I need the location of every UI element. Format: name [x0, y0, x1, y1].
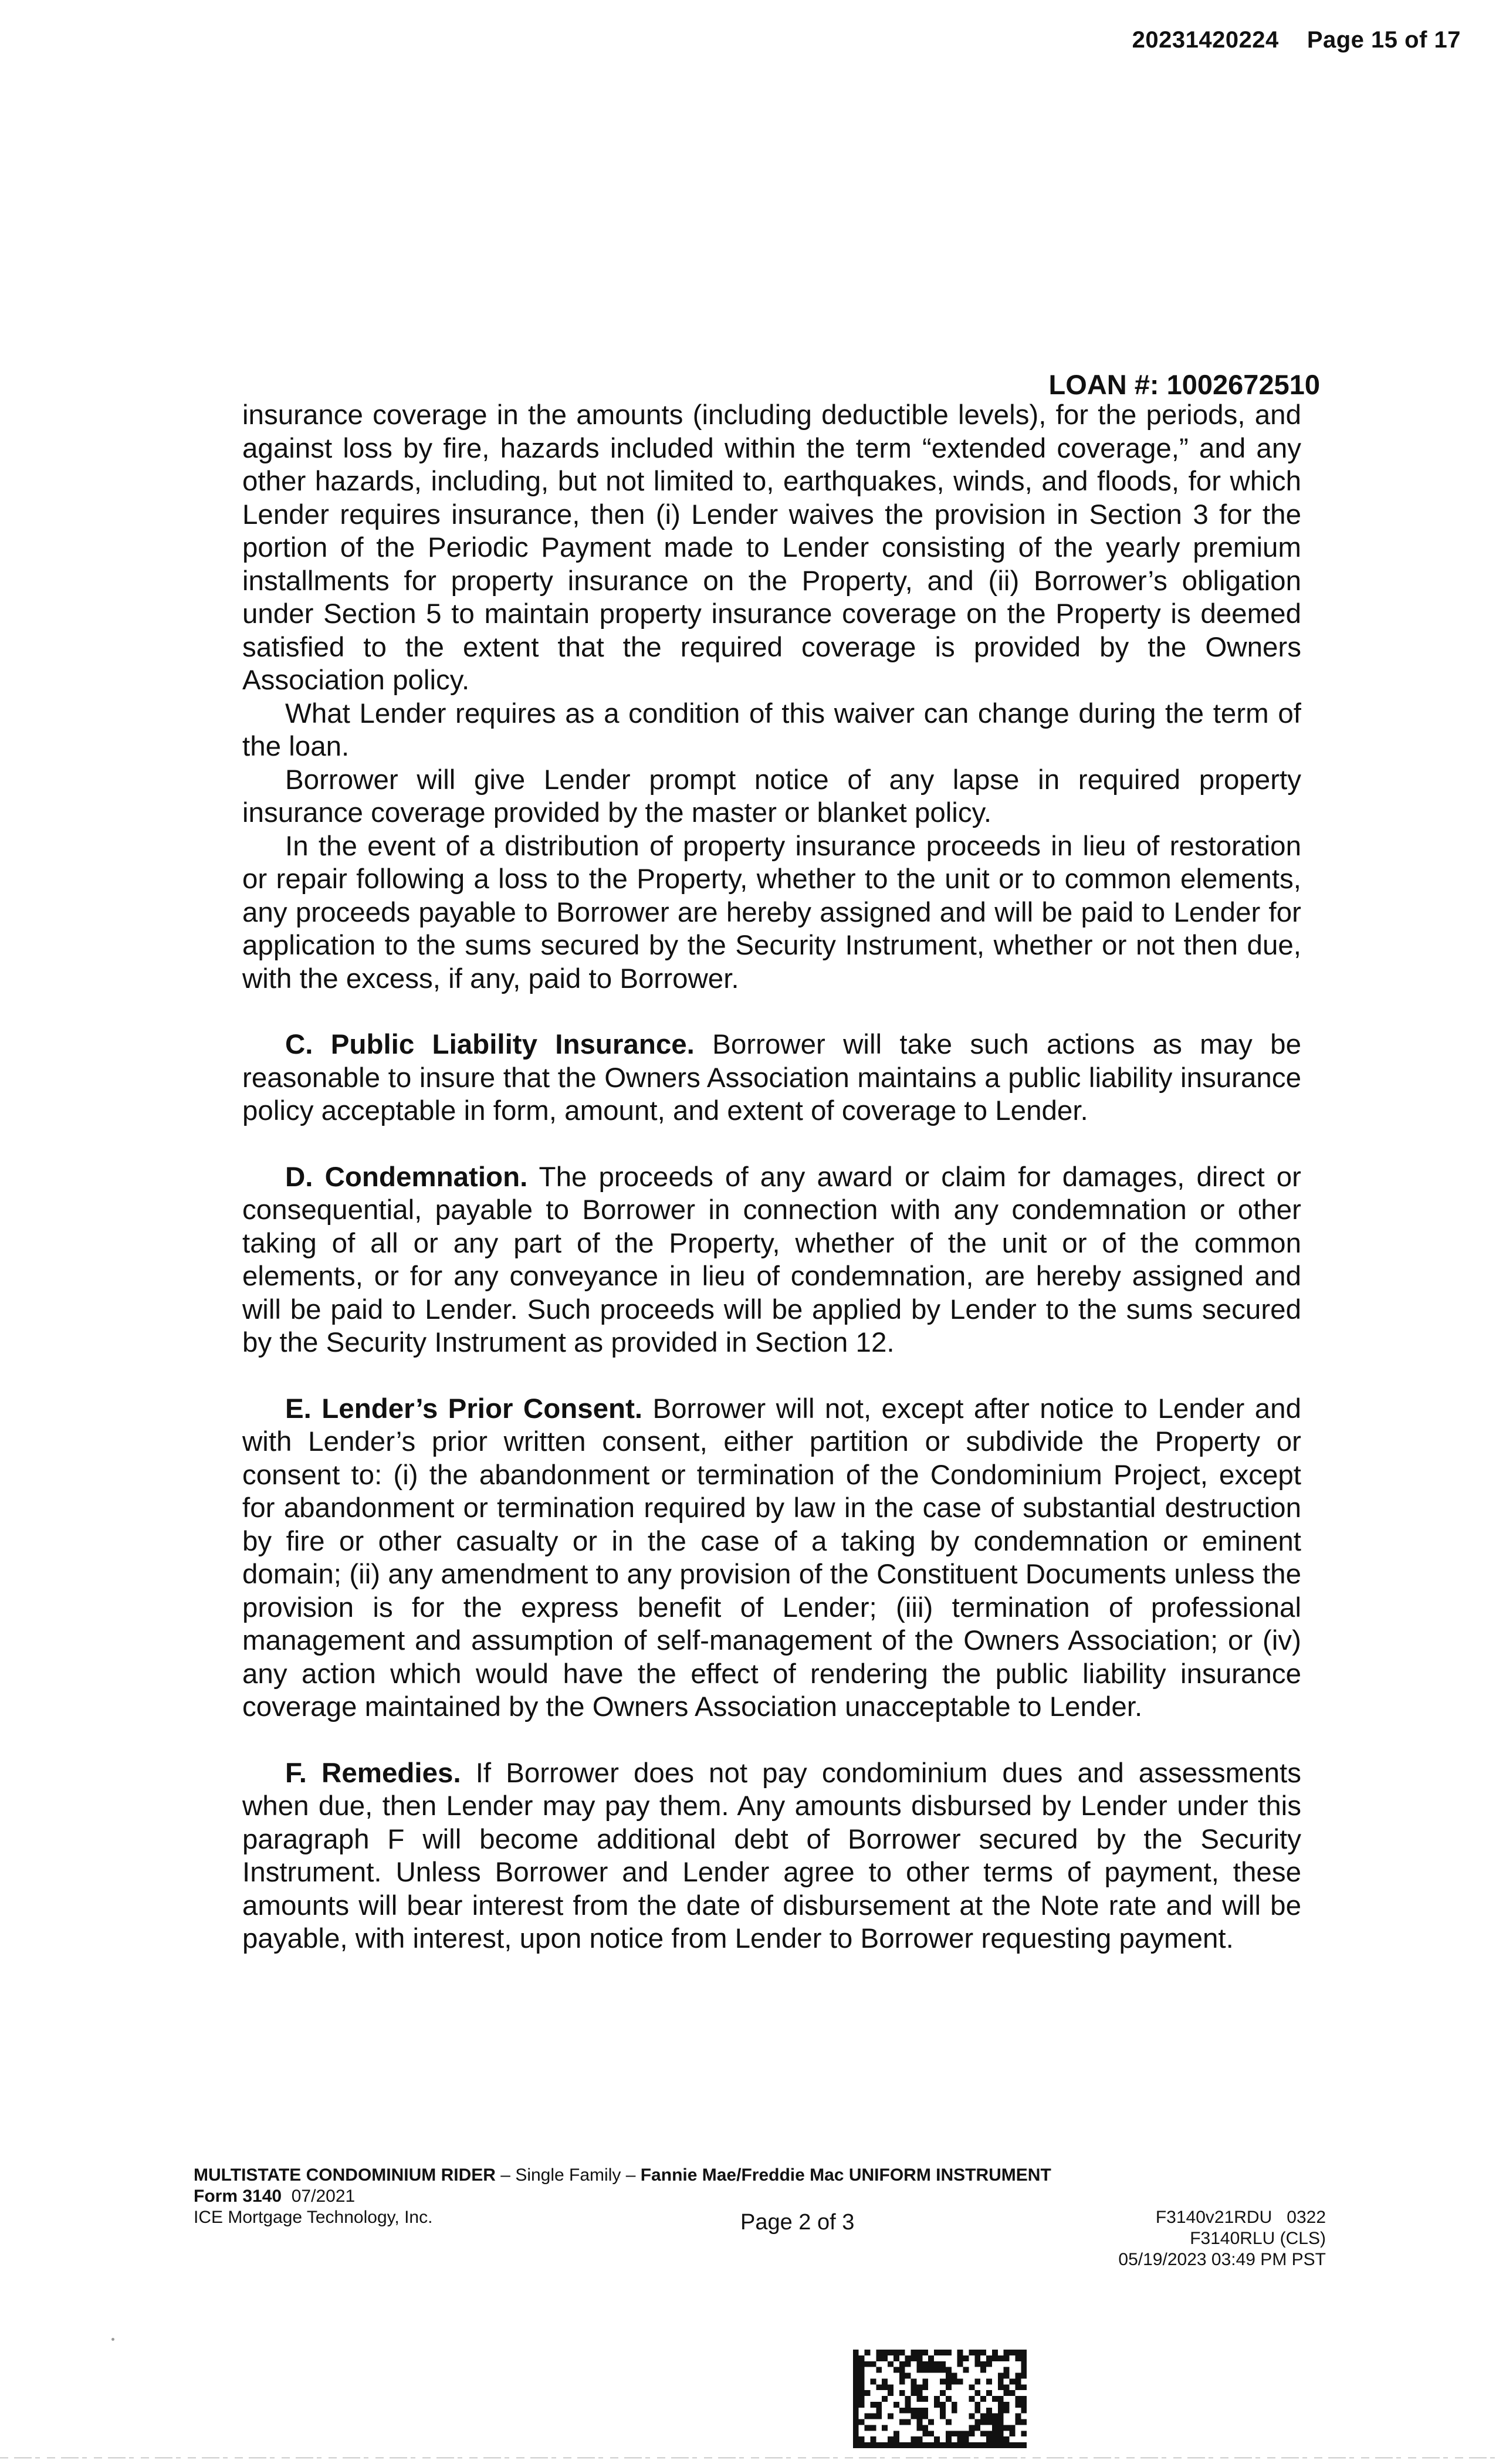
- section-text: Borrower will take such actions as may be reasonable to insure that the Owners Association maintains a public liability insurance policy acceptable in form, amount, and extent of coverage to Lender.: [242, 1029, 1301, 1126]
- form-footer: [194, 2165, 1326, 2269]
- loan-number: LOAN #: 1002672510: [1048, 369, 1320, 400]
- form-codes: [1118, 2207, 1326, 2270]
- footer-page-number: Page 2 of 3: [740, 2210, 855, 2235]
- company-name: ICE Mortgage Technology, Inc.: [194, 2208, 433, 2227]
- section-heading: C. Public Liability Insurance.: [285, 1029, 695, 1060]
- form-code-secondary: F3140RLU (CLS): [1190, 2229, 1326, 2248]
- section-e-prior-consent: [242, 1393, 1301, 1724]
- paragraph-lapse-notice: Borrower will give Lender prompt notice of any lapse in required property insurance coverage provided by the master or blanket policy.: [242, 764, 1301, 828]
- barcode-2d: [852, 2350, 1028, 2448]
- section-heading: D. Condemnation.: [285, 1161, 528, 1193]
- scan-speck: [111, 2338, 114, 2341]
- section-text: The proceeds of any award or claim for damages, direct or consequential, payable to Borrower in connection with any condemnation or other taking of all or any part of the Property, whether of the unit or of the common elements, or for any conveyance in lieu of condemnation, are hereby assigned and will be paid to Lender. Such proceeds will be applied by Lender to the sums secured by the Security Instrument as provided in Section 12.: [242, 1161, 1301, 1358]
- rider-title: MULTISTATE CONDOMINIUM RIDER: [194, 2165, 496, 2185]
- section-heading: F. Remedies.: [285, 1757, 461, 1789]
- section-f-remedies: [242, 1757, 1301, 1956]
- rider-instrument: Fannie Mae/Freddie Mac UNIFORM INSTRUMENT: [640, 2165, 1051, 2185]
- paragraph-waiver-condition: What Lender requires as a condition of this waiver can change during the term of the loan.: [242, 698, 1301, 762]
- form-date: 07/2021: [291, 2187, 356, 2206]
- rider-title-line: [194, 2165, 1326, 2186]
- section-text: If Borrower does not pay condominium dues and assessments when due, then Lender may pay them. Any amounts disbursed by Lender under this paragraph F will become additional debt of Borrower secured by the Security Instrument. Unless Borrower and Lender agree to other terms of payment, these amounts will bear interest from the date of disbursement at the Note rate and will be payable, with interest, upon notice from Lender to Borrower requesting payment.: [242, 1757, 1301, 1954]
- rider-type: Single Family: [515, 2165, 621, 2185]
- section-text: Borrower will not, except after notice to Lender and with Lender’s prior written consent, either partition or subdivide the Property or consent to: (i) the abandonment or termination of the Condominium Project, except for abandonment or termination required by law in the case of substantial destruction by fire or other casualty or in the case of a taking by condemnation or eminent domain; (ii) any amendment to any provision of the Constituent Documents unless the provision is for the express benefit of Lender; (iii) termination of professional management and assumption of self-management of the Owners Association; or (iv) any action which would have the effect of rendering the public liability insurance coverage maintained by the Owners Association unacceptable to Lender.: [242, 1393, 1301, 1722]
- print-timestamp: 05/19/2023 03:49 PM PST: [1118, 2250, 1326, 2269]
- page-indicator: Page 15 of 17: [1307, 27, 1461, 53]
- form-code-primary: F3140v21RDU 0322: [1155, 2208, 1326, 2227]
- document-number: 20231420224: [1132, 27, 1279, 53]
- section-d-condemnation: [242, 1161, 1301, 1360]
- form-label: Form 3140: [194, 2187, 282, 2206]
- paragraph-insurance-coverage: insurance coverage in the amounts (including deductible levels), for the periods, and against loss by fire, hazards included within the term “extended coverage,” and any other hazards, including, but not limited to, earthquakes, winds, and floods, for which Lender requires insurance, then (i) Lender waives the provision in Section 3 for the portion of the Periodic Payment made to Lender consisting of the yearly premium installments for property insurance on the Property, and (ii) Borrower’s obligation under Section 5 to maintain property insurance coverage on the Property is deemed satisfied to the extent that the required coverage is provided by the Owners Association policy.: [242, 400, 1301, 696]
- scan-edge-line: [0, 2457, 1496, 2459]
- document-stamp: [1097, 27, 1461, 53]
- company-line: [194, 2207, 1326, 2269]
- paragraph-insurance-proceeds: In the event of a distribution of property insurance proceeds in lieu of restoration or repair following a loss to the Property, whether to the unit or to common elements, any proceeds payable to Borrower are hereby assigned and will be paid to Lender for application to the sums secured by the Security Instrument, whether or not then due, with the excess, if any, paid to Borrower.: [242, 830, 1301, 994]
- form-line: [194, 2186, 1326, 2207]
- rider-separator: –: [495, 2165, 516, 2185]
- section-heading: E. Lender’s Prior Consent.: [285, 1393, 643, 1424]
- section-c-public-liability: [242, 1028, 1301, 1128]
- rider-body: [242, 399, 1301, 1956]
- rider-separator: –: [621, 2165, 641, 2185]
